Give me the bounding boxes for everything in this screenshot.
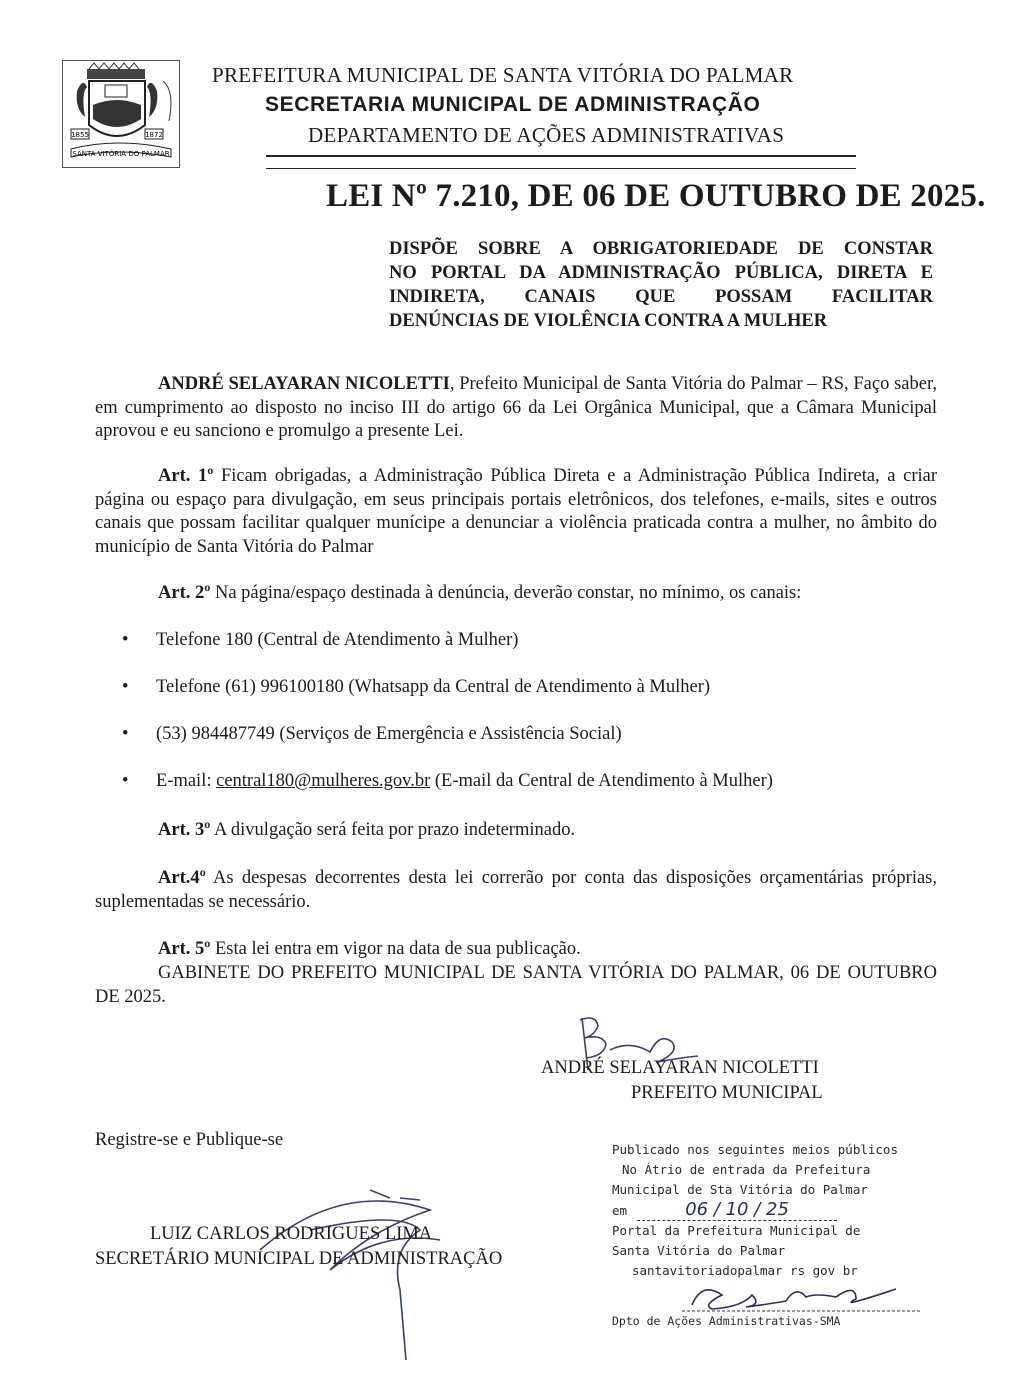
law-summary xyxy=(389,237,933,333)
article-2-label: Art. 2º xyxy=(158,583,211,603)
stamp-date-prefix: em xyxy=(612,1203,628,1218)
email-suffix: (E-mail da Central de Atendimento à Mulher) xyxy=(430,771,773,791)
article-3 xyxy=(158,819,938,843)
preamble-text: , Prefeito Municipal de Santa Vitória do Palmar – RS, Faço saber, em cumprimento ao disposto no inciso III do artigo 66 da Lei Orgânica Municipal, que a Câmara Municipal aprovou e eu sanciono e promulgo a presente Lei. xyxy=(95,374,937,441)
article-5 xyxy=(158,938,938,962)
email-link[interactable]: central180@mulheres.gov.br xyxy=(216,771,431,791)
stamp-signature-row xyxy=(612,1281,942,1311)
mayor-role: PREFEITO MUNICIPAL xyxy=(631,1083,823,1103)
stamp-line: No Átrio de entrada da Prefeitura xyxy=(622,1162,871,1177)
law-title: LEI Nº 7.210, DE 06 DE OUTUBRO DE 2025. xyxy=(326,178,986,214)
article-1-label: Art. 1º xyxy=(158,466,214,486)
article-2-text: Na página/espaço destinada à denúncia, deverão constar, no mínimo, os canais: xyxy=(210,583,802,603)
stamp-signature-icon xyxy=(682,1277,922,1317)
bullet-icon: • xyxy=(122,771,129,791)
header-secretaria: SECRETARIA MUNICIPAL DE ADMINISTRAÇÃO xyxy=(265,93,761,116)
mayor-name: ANDRÉ SELAYARAN NICOLETTI xyxy=(541,1058,819,1078)
header-departamento: DEPARTAMENTO DE AÇÕES ADMINISTRATIVAS xyxy=(308,123,785,147)
article-1 xyxy=(95,465,937,559)
crest-banner: SANTA VITÓRIA DO PALMAR xyxy=(72,150,170,158)
secretary-name: LUIZ CARLOS RODRIGUES LIMA xyxy=(150,1224,433,1244)
law-summary-line: NO PORTAL DA ADMINISTRAÇÃO PÚBLICA, DIRETA E xyxy=(389,263,933,283)
list-item xyxy=(122,771,773,792)
preamble-paragraph xyxy=(95,373,937,444)
stamp-line: santavitoriadopalmar rs gov br xyxy=(632,1263,858,1278)
law-summary-line: DENÚNCIAS DE VIOLÊNCIA CONTRA A MULHER xyxy=(389,311,828,331)
article-5-label: Art. 5º xyxy=(158,939,211,959)
article-5-text: Esta lei entra em vigor na data de sua publicação. xyxy=(210,939,581,959)
channel-text: (53) 984487749 (Serviços de Emergência e Assistência Social) xyxy=(156,724,622,744)
header-prefeitura: PREFEITURA MUNICIPAL DE SANTA VITÓRIA DO PALMAR xyxy=(212,63,794,87)
header-divider-top xyxy=(266,155,856,157)
list-item xyxy=(122,630,518,651)
header-divider-bottom xyxy=(266,168,856,169)
publication-stamp xyxy=(612,1140,942,1331)
law-summary-line: DISPÕE SOBRE A OBRIGATORIEDADE DE CONSTAR xyxy=(389,239,933,259)
stamp-line: Municipal de Sta Vitória do Palmar xyxy=(612,1182,868,1197)
email-prefix: E-mail: xyxy=(156,771,217,791)
stamp-line: Dpto de Ações Administrativas-SMA xyxy=(612,1314,841,1328)
channel-text: Telefone 180 (Central de Atendimento à Mulher) xyxy=(156,630,519,650)
closing-paragraph: GABINETE DO PREFEITO MUNICIPAL DE SANTA VITÓRIA DO PALMAR, 06 DE OUTUBRO DE 2025. xyxy=(95,963,937,1007)
stamp-line: Publicado nos seguintes meios públicos xyxy=(612,1142,898,1157)
bullet-icon: • xyxy=(122,677,129,697)
article-3-text: A divulgação será feita por prazo indeterminado. xyxy=(210,820,576,840)
article-2 xyxy=(158,582,938,606)
article-1-text: Ficam obrigadas, a Administração Pública Direta e a Administração Pública Indireta, a criar página ou espaço para divulgação, em seus principais portais eletrônicos, dos telefones, e-mails, sites e outros canais que possam facilitar qualquer munícipe a denunciar a violência praticada contra a mulher, no âmbito do município de Santa Vitória do Palmar xyxy=(95,466,938,557)
stamp-date: 06 / 10 / 25 xyxy=(637,1200,837,1221)
stamp-line: Portal da Prefeitura Municipal de xyxy=(612,1223,861,1238)
stamp-line: Santa Vitória do Palmar xyxy=(612,1243,786,1258)
crest-emblem-icon xyxy=(63,61,179,167)
article-4-label: Art.4º xyxy=(158,868,206,888)
register-note: Registre-se e Publique-se xyxy=(95,1130,284,1150)
bullet-icon: • xyxy=(122,630,129,650)
list-item xyxy=(122,677,710,698)
crest-year-left: 1855 xyxy=(71,131,89,139)
article-4-text: As despesas decorrentes desta lei correrão por conta das disposições orçamentárias próprias, suplementadas se necessário. xyxy=(95,868,937,912)
crest-year-right: 1872 xyxy=(145,131,163,139)
law-summary-line: INDIRETA, CANAIS QUE POSSAM FACILITAR xyxy=(389,287,933,307)
mayor-name-bold: ANDRÉ SELAYARAN NICOLETTI xyxy=(158,374,450,394)
secretary-role: SECRETÁRIO MUNICIPAL DE ADMINISTRAÇÃO xyxy=(95,1249,503,1269)
bullet-icon: • xyxy=(122,724,129,744)
channel-text: Telefone (61) 996100180 (Whatsapp da Central de Atendimento à Mulher) xyxy=(156,677,711,697)
municipal-crest xyxy=(62,60,180,168)
article-4 xyxy=(95,867,937,914)
article-3-label: Art. 3º xyxy=(158,820,211,840)
stamp-date-line xyxy=(612,1200,942,1221)
list-item xyxy=(122,724,622,745)
